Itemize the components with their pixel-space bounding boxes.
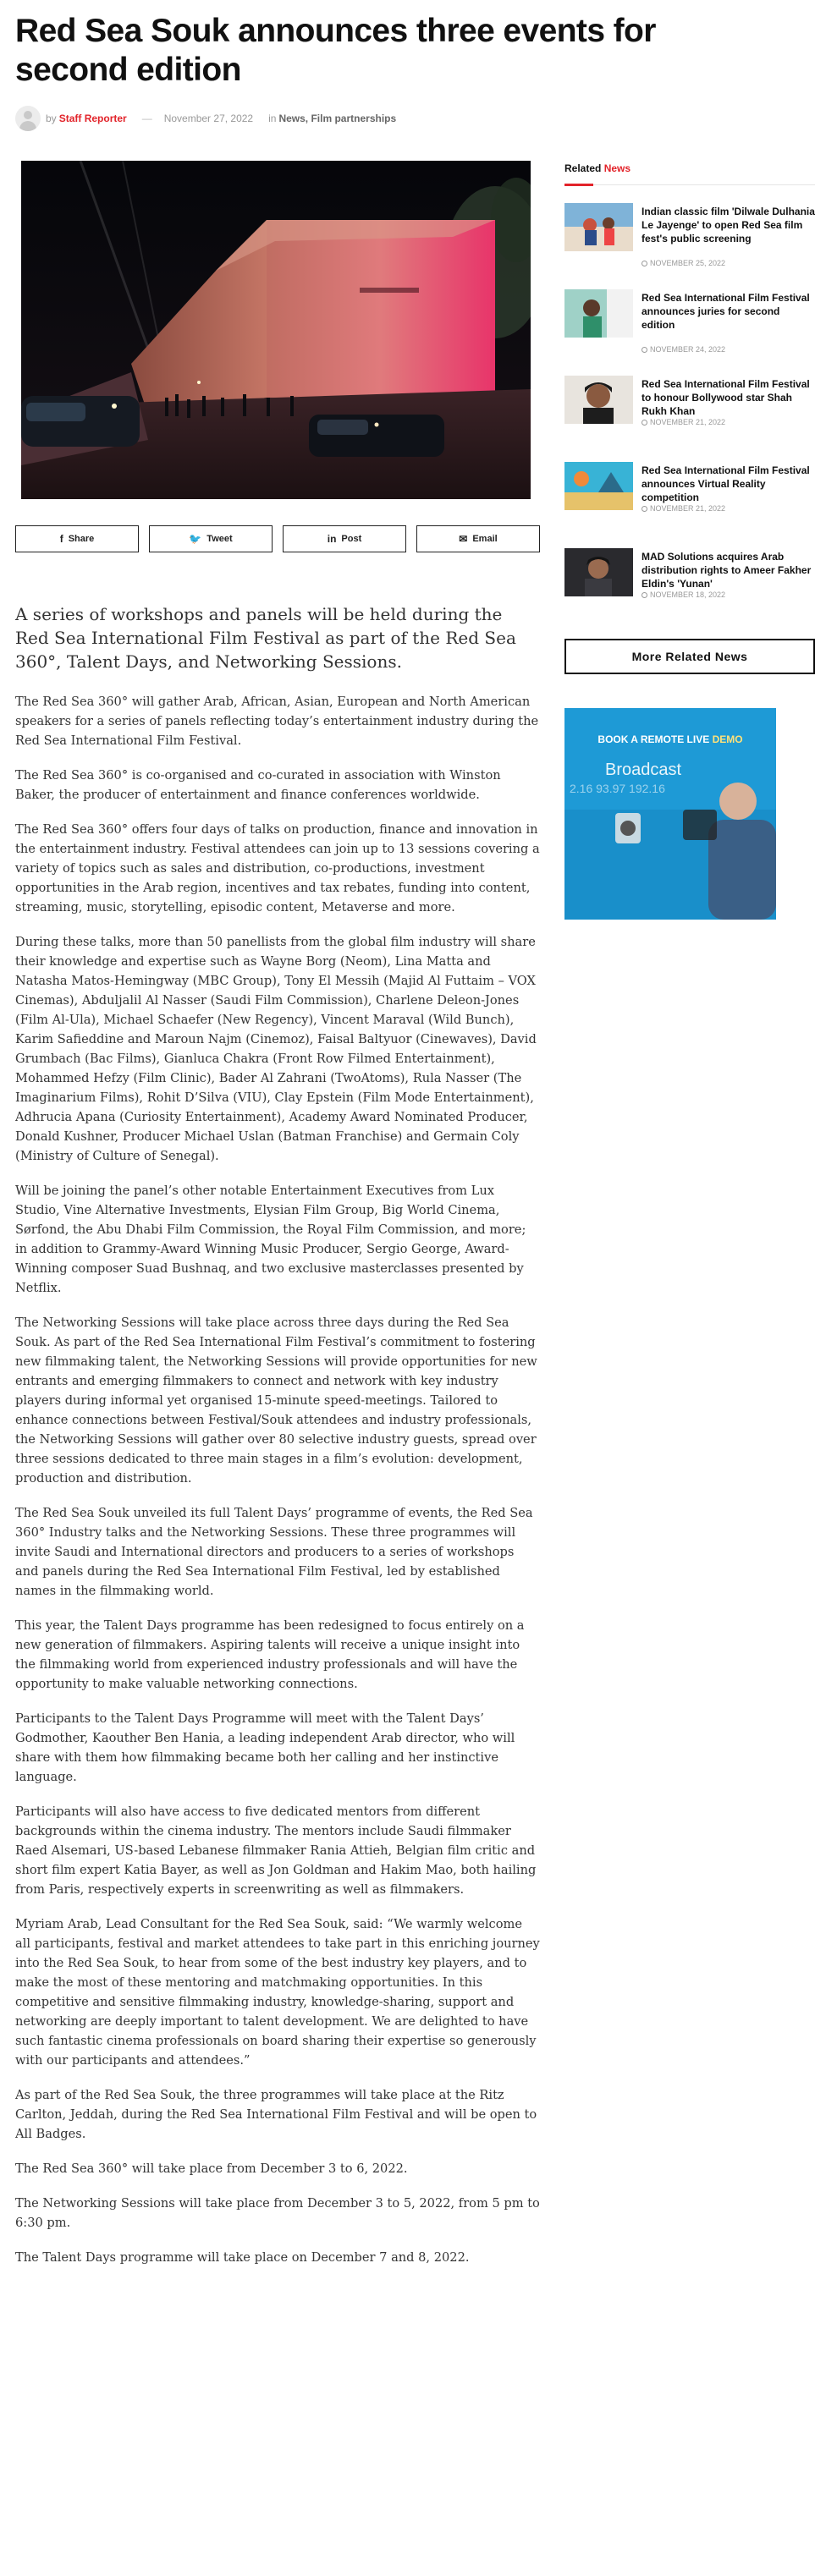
- clock-icon: [642, 592, 647, 598]
- article-paragraph: Myriam Arab, Lead Consultant for the Red Sea Souk, said: “We warmly welcome all participants, festival and market attendees to take part in this enriching journey into the Red Sea Souk, to hear from some of the best industry key players, and to make the most of these mentoring and matchmaking opportunities. In this competitive and sensitive filmmaking industry, knowledge-sharing, support and networking are deeply important to talent development. We are delighted to have such fantastic cinema professionals on board sharing their expertise so generously with our participants and attendees.”: [15, 1917, 540, 2068]
- advertisement-banner[interactable]: [564, 708, 776, 920]
- article-paragraph: The Networking Sessions will take place from December 3 to 5, 2022, from 5 pm to 6:30 pm.: [15, 2196, 540, 2230]
- article-paragraph: The Red Sea 360° will take place from December 3 to 6, 2022.: [15, 2161, 408, 2176]
- share-email-button[interactable]: [416, 525, 540, 552]
- related-date: NOVEMBER 21, 2022: [642, 504, 815, 513]
- clock-icon: [642, 261, 647, 266]
- related-title[interactable]: Red Sea International Film Festival to honour Bollywood star Shah Rukh Khan: [642, 378, 810, 417]
- clock-icon: [642, 420, 647, 426]
- category-links[interactable]: News, Film partnerships: [278, 113, 397, 124]
- article-paragraph: The Red Sea 360° is co-organised and co-curated in association with Winston Baker, the producer of entertainment and finance conferences worldwide.: [15, 768, 501, 802]
- article-lead: A series of workshops and panels will be held during the Red Sea International Film Festival as part of the Red Sea 360°, Talent Days, and Networking Sessions.: [15, 604, 516, 672]
- related-news-item[interactable]: [564, 548, 815, 624]
- share-linkedin-button[interactable]: [283, 525, 406, 552]
- hero-image: [21, 161, 531, 499]
- related-date: NOVEMBER 18, 2022: [642, 590, 815, 599]
- share-twitter-label: Tweet: [206, 534, 233, 544]
- related-thumbnail[interactable]: [564, 203, 633, 251]
- article-paragraph: This year, the Talent Days programme has been redesigned to focus entirely on a new generation of filmmakers. Aspiring talents will receive a unique insight into the filmmaking world from experienced industry professionals and will have the opportunity to make valuable networking connections.: [15, 1618, 525, 1691]
- related-thumbnail[interactable]: [564, 289, 633, 338]
- article-paragraph: The Red Sea 360° offers four days of talks on production, finance and innovation in the entertainment industry. Festival attendees can join up to 13 sessions covering a variety of topics such as sales and distribution, co-productions, investment opportunities in the Arab region, incentives and tax rebates, funding into content, streaming, music, storytelling, episodic content, Metaverse and more.: [15, 822, 540, 915]
- meta-separator: —: [141, 113, 152, 124]
- more-related-news-button[interactable]: More Related News: [564, 639, 815, 674]
- author-link[interactable]: Staff Reporter: [58, 113, 127, 124]
- clock-icon: [642, 506, 647, 512]
- related-heading-accent: News: [603, 162, 631, 174]
- heading-accent-bar: [564, 184, 593, 186]
- email-icon: ✉: [459, 533, 468, 545]
- share-email-label: Email: [472, 534, 498, 544]
- related-news-item[interactable]: [564, 462, 815, 538]
- related-title[interactable]: Red Sea International Film Festival announces Virtual Reality competition: [642, 464, 810, 503]
- article-paragraph: The Talent Days programme will take place on December 7 and 8, 2022.: [15, 2250, 470, 2265]
- related-news-item[interactable]: [564, 376, 815, 452]
- related-news-heading: [564, 162, 815, 183]
- clock-icon: [642, 347, 647, 353]
- category-prefix: in: [268, 113, 277, 124]
- share-bar: [15, 525, 540, 552]
- article-paragraph: The Networking Sessions will take place across three days during the Red Sea Souk. As part of the Red Sea International Film Festival’s commitment to fostering new filmmaking talent, the Networking Sessions will provide opportunities for new entrants and emerging filmmakers to connect and network with key industry players during informal yet organised 15-minute speed-meetings. Tailored to enhance connections between Festival/Souk attendees and industry professionals, the Networking Sessions will gather over 80 selective industry guests, spread over three sessions dedicated to three main stages in a film’s evolution: development, production and distribution.: [15, 1315, 537, 1486]
- related-date: NOVEMBER 21, 2022: [642, 418, 815, 426]
- related-date: NOVEMBER 24, 2022: [642, 345, 815, 354]
- svg-text:2.16 93.97 192.16: 2.16 93.97 192.16: [570, 782, 665, 795]
- related-heading-text: Related: [564, 162, 602, 174]
- article-paragraph: The Red Sea 360° will gather Arab, African, Asian, European and North American speakers for a series of panels reflecting today’s entertainment industry during the Red Sea International Film Festival.: [15, 695, 539, 748]
- ad-product-name: Broadcast: [605, 761, 682, 779]
- twitter-icon: 🐦: [189, 533, 202, 545]
- ad-headline: BOOK A REMOTE LIVE DEMO: [597, 733, 743, 745]
- article-title: Red Sea Souk announces three events for second edition: [15, 13, 656, 88]
- related-thumbnail[interactable]: [564, 376, 633, 424]
- related-news-item[interactable]: [564, 203, 815, 279]
- avatar[interactable]: [15, 106, 41, 131]
- related-title[interactable]: MAD Solutions acquires Arab distribution rights to Ameer Fakher Eldin's 'Yunan': [642, 551, 812, 590]
- related-news-sidebar: [564, 162, 815, 795]
- article-paragraph: Participants will also have access to five dedicated mentors from different backgrounds within the cinema industry. The mentors include Saudi filmmaker Raed Alsemari, US-based Lebanese filmmaker Rania Attieh, Belgian film critic and short film expert Katia Bayer, as well as Jon Goldman and Hakim Mao, both hailing from Paris, respectively experts in screenwriting as well as filmmakers.: [15, 1804, 537, 1897]
- article-paragraph: As part of the Red Sea Souk, the three programmes will take place at the Ritz Carlton, Jeddah, during the Red Sea International Film Festival and will be open to All Badges.: [15, 2088, 537, 2141]
- share-facebook-button[interactable]: [15, 525, 139, 552]
- related-title[interactable]: Red Sea International Film Festival announces juries for second edition: [642, 292, 810, 331]
- article-paragraph: Will be joining the panel’s other notable Entertainment Executives from Lux Studio, Vine Alternative Investments, Elysian Film Group, Big World Cinema, Sørfond, the Abu Dhabi Film Commission, the Royal Film Commission, and more; in addition to Grammy-Award Winning Music Producer, Sergio George, Award-Winning composer Suad Bushnaq, and two exclusive masterclasses presented by Netflix.: [15, 1184, 526, 1295]
- facebook-icon: f: [59, 533, 63, 545]
- share-twitter-button[interactable]: [149, 525, 273, 552]
- heading-divider: [564, 184, 815, 185]
- related-title[interactable]: Indian classic film 'Dilwale Dulhania Le Jayenge' to open Red Sea film fest's public screening: [642, 206, 815, 244]
- article-body: [15, 602, 540, 2282]
- related-thumbnail[interactable]: [564, 548, 633, 596]
- article-paragraph: Participants to the Talent Days Programme will meet with the Talent Days’ Godmother, Kaouther Ben Hania, a leading independent Arab director, who will share with them how filmmaking became both her calling and her instinctive language.: [15, 1711, 515, 1784]
- related-news-item[interactable]: [564, 289, 815, 365]
- share-linkedin-label: Post: [341, 534, 362, 544]
- author-prefix: by: [46, 113, 57, 124]
- article-paragraph: During these talks, more than 50 panellists from the global film industry will share their knowledge and expertise such as Wayne Borg (Neom), Lina Matta and Natasha Matos-Hemingway (MBC Group), Tony El Messih (Majid Al Futtaim – VOX Cinemas), Abduljalil Al Nasser (Saudi Film Commission), Charlene Deleon-Jones (Film Al-Ula), Michael Schaefer (New Regency), Vincent Maraval (Wild Bunch), Karim Safieddine and Maroun Najm (Cinemoz), Faisal Baltyuor (Cinewaves), David Grumbach (Bac Films), Gianluca Chakra (Front Row Filmed Entertainment), Mohammed Hefzy (Film Clinic), Bader Al Zahrani (TwoAtoms), Rula Nasser (The Imaginarium Films), Rohit D’Silva (VIU), Clay Epstein (Film Mode Entertainment), Adhrucia Apana (Curiosity Entertainment), Academy Award Nominated Producer, Donald Kushner, Producer Michael Uslan (Batman Franchise) and Germain Coly (Ministry of Culture of Senegal).: [15, 935, 537, 1163]
- related-date: NOVEMBER 25, 2022: [642, 259, 815, 267]
- article-paragraph: The Red Sea Souk unveiled its full Talent Days’ programme of events, the Red Sea 360° Industry talks and the Networking Sessions. These three programmes will invite Saudi and International directors and producers to a series of workshops and panels during the Red Sea International Film Festival, led by established names in the filmmaking world.: [15, 1506, 533, 1598]
- related-thumbnail[interactable]: [564, 462, 633, 510]
- linkedin-icon: in: [327, 533, 337, 545]
- article-meta: [15, 106, 396, 131]
- publish-date: November 27, 2022: [163, 113, 254, 124]
- share-facebook-label: Share: [68, 534, 95, 544]
